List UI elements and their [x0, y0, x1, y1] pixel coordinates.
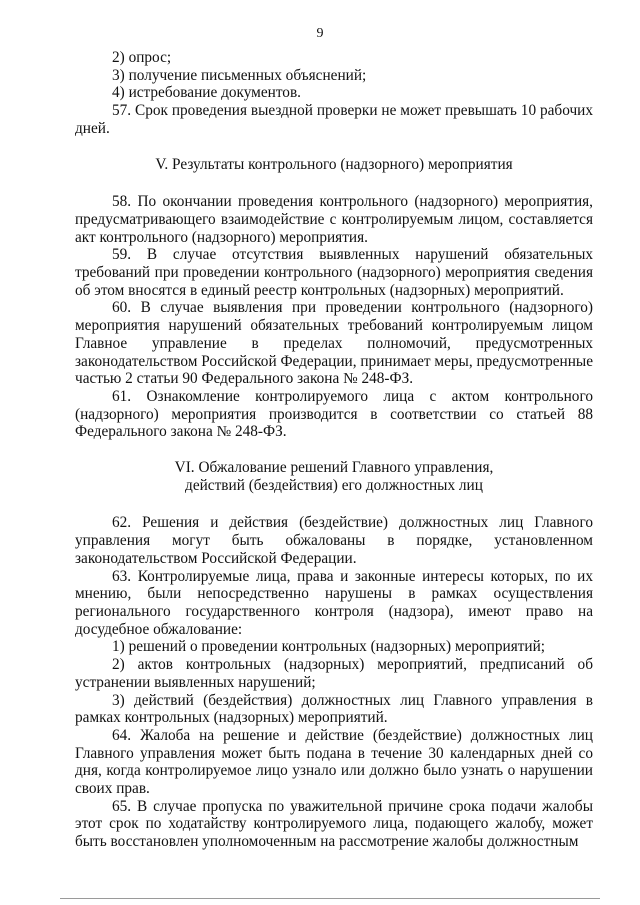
list-item: 3) получение письменных объяснений;: [112, 66, 367, 84]
list-item: 2) актов контрольных (надзорных) мероприятий, предписаний об устранении выявленных нарушений;: [75, 656, 593, 691]
paragraph-58: 58. По окончании проведения контрольного (надзорного) мероприятия, предусматривающего взаимодействие с контролируемым лицом, составляется акт контрольного (надзорного) мероприятия.: [75, 193, 593, 246]
paragraph-61: 61. Ознакомление контролируемого лица с актом контрольного (надзорного) мероприятия производится в соответствии со статьей 88 Федерального закона № 248-ФЗ.: [75, 387, 593, 441]
paragraph-62: 62. Решения и действия (бездействие) должностных лиц Главного управления могут быть обжалованы в порядке, установленном законодательством Российской Федерации.: [75, 514, 593, 567]
page-bottom-divider: [60, 898, 600, 899]
paragraph-60: 60. В случае выявления при проведении контрольного (надзорного) мероприятия нарушений обязательных требований контролируемым лицом Главное управление в пределах полномочий, предусмотренных законодательством Российской Федерации, принимает меры, предусмотренные частью 2 статьи 90 Федерального закона № 248-ФЗ.: [75, 299, 593, 388]
document-body: [75, 49, 593, 851]
section-heading-6-line1: VI. Обжалование решений Главного управления,: [174, 459, 494, 477]
list-item: 1) решений о проведении контрольных (надзорных) мероприятий;: [112, 638, 546, 656]
section-heading-5: V. Результаты контрольного (надзорного) мероприятия: [155, 155, 513, 173]
section-heading-6-line2: действий (бездействия) его должностных лиц: [185, 476, 483, 494]
paragraph-64: 64. Жалоба на решение и действие (бездействие) должностных лиц Главного управления может быть подана в течение 30 календарных дней со дня, когда контролируемое лицо узнало или должно было узнать о нарушении своих прав.: [75, 726, 593, 798]
list-item: 2) опрос;: [112, 49, 172, 66]
paragraph-57: 57. Срок проведения выездной проверки не может превышать 10 рабочих дней.: [75, 102, 593, 137]
list-item: 3) действий (бездействия) должностных лиц Главного управления в рамках контрольных (надзорных) мероприятий.: [75, 691, 593, 727]
paragraph-63: 63. Контролируемые лица, права и законные интересы которых, по их мнению, были непосредственно нарушены в рамках осуществления регионального государственного контроля (надзора), имеют право на досудебное обжалование:: [75, 567, 593, 638]
page-number: 9: [316, 26, 324, 41]
paragraph-59: 59. В случае отсутствия выявленных нарушений обязательных требований при проведении контрольного (надзорного) мероприятия сведения об этом вносятся в единый реестр контрольных (надзорных) мероприятий.: [75, 246, 593, 299]
paragraph-65: 65. В случае пропуска по уважительной причине срока подачи жалобы этот срок по ходатайству контролируемого лица, подающего жалобу, может быть восстановлен уполномоченным на рассмотрение жалобы должностным: [75, 797, 593, 851]
list-item: 4) истребование документов.: [112, 84, 302, 102]
